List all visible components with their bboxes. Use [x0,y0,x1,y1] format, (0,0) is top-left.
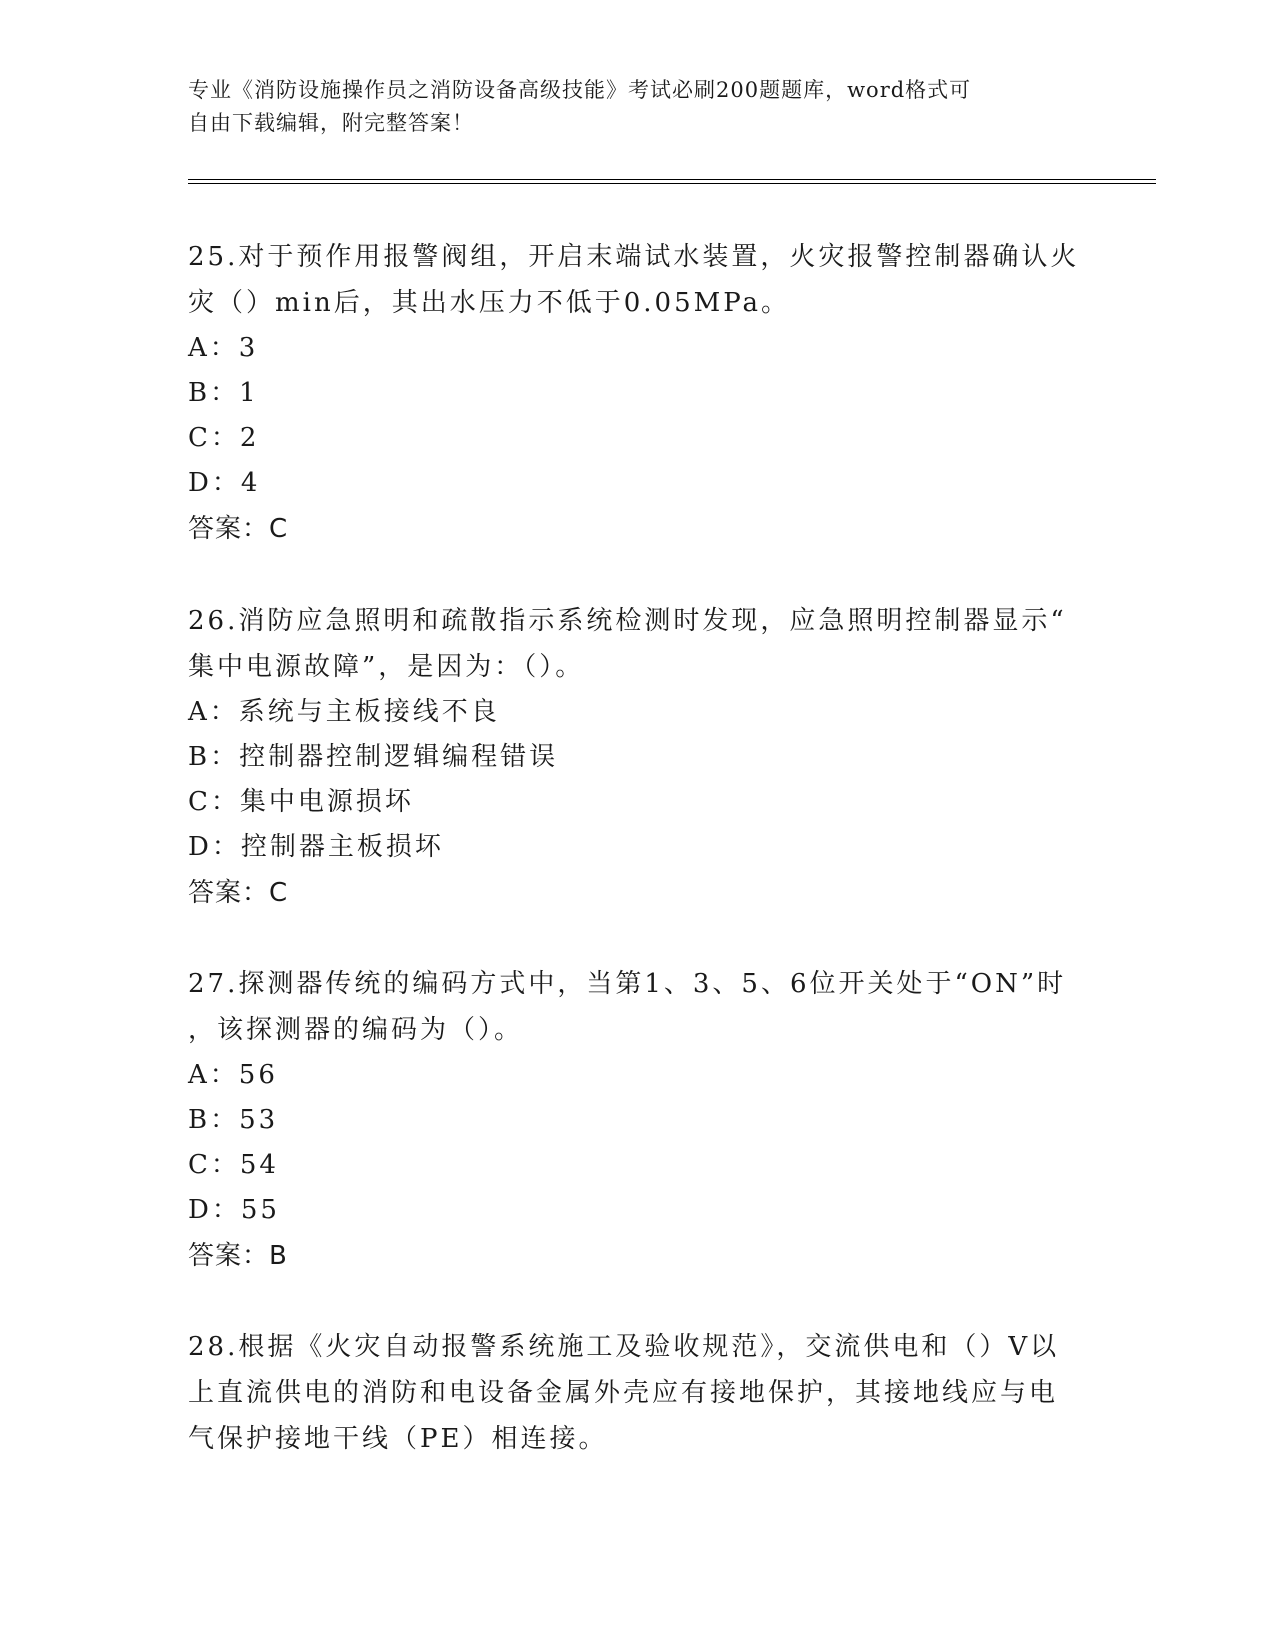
option-b: B：1 [188,378,259,408]
header-line-1: 专业《消防设施操作员之消防设备高级技能》考试必刷200题题库，word格式可 [188,78,972,102]
option-c: C：集中电源损坏 [188,787,414,817]
option-c: C：2 [188,423,260,453]
question-stem-line: 26.消防应急照明和疏散指示系统检测时发现，应急照明控制器显示“ [188,606,1067,636]
header-divider-bottom [188,183,1156,184]
option-d: D：55 [188,1195,280,1225]
header-line-2: 自由下载编辑，附完整答案！ [188,111,474,135]
option-a: A：3 [188,333,259,363]
option-b: B：53 [188,1105,279,1135]
question-26 [188,598,1088,916]
question-stem-line: 气保护接地干线（PE）相连接。 [188,1424,608,1454]
question-stem-line: 25.对于预作用报警阀组，开启末端试水装置，火灾报警控制器确认火 [188,242,1080,272]
answer-line: 答案：B [188,1241,288,1271]
question-28 [188,1324,1088,1462]
answer-line: 答案：C [188,514,289,544]
question-27 [188,961,1088,1279]
option-d: D：控制器主板损坏 [188,832,444,862]
header-divider-top [188,179,1156,180]
question-stem-line: 集中电源故障”，是因为：（）。 [188,652,585,682]
option-a: A：56 [188,1060,278,1090]
question-stem-line: ，该探测器的编码为（）。 [188,1015,524,1045]
option-a: A：系统与主板接线不良 [188,697,500,727]
question-stem-line: 灾（）min后，其出水压力不低于0.05MPa。 [188,288,791,318]
question-25 [188,234,1088,552]
question-stem-line: 27.探测器传统的编码方式中，当第1、3、5、6位开关处于“ON”时 [188,969,1067,999]
question-stem-line: 28.根据《火灾自动报警系统施工及验收规范》，交流供电和（）V以 [188,1332,1060,1362]
option-d: D：4 [188,468,261,498]
document-header [188,74,1068,140]
option-b: B：控制器控制逻辑编程错误 [188,742,559,772]
question-stem-line: 上直流供电的消防和电设备金属外壳应有接地保护，其接地线应与电 [188,1378,1059,1408]
option-c: C：54 [188,1150,279,1180]
answer-line: 答案：C [188,878,289,908]
